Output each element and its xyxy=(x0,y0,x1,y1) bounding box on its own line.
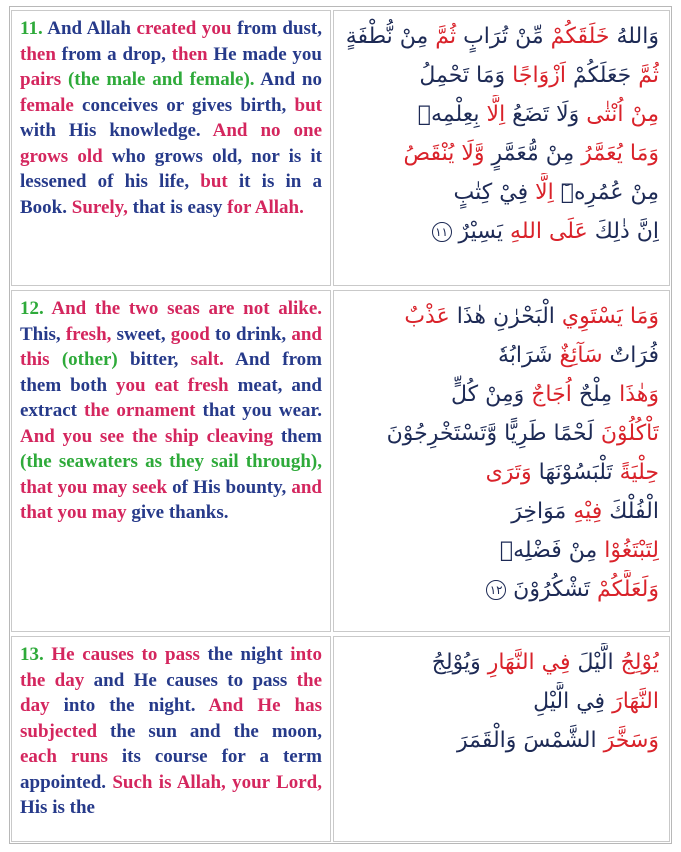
arabic-word: وَّتَسْتَخْرِجُوْنَ xyxy=(386,421,498,446)
arabic-word: لَحْمًا طَرِيًّا xyxy=(497,421,594,446)
arabic-word: خَلَقَكُمْ xyxy=(543,24,610,49)
arabic-word: عَذْبٌ xyxy=(404,304,450,329)
translation-segment: (the male and female). xyxy=(67,69,261,90)
translation-segment: (the seawaters as they sail through), xyxy=(20,451,322,472)
translation-segment: good xyxy=(170,323,216,345)
translation-segment: And you see the ship cleaving xyxy=(20,425,281,447)
arabic-word: مَوَاخِرَ xyxy=(511,499,567,524)
translation-segment: of His bounty, xyxy=(172,476,292,498)
ayah-end-marker: ١١ xyxy=(432,222,452,242)
verse-number: 11. xyxy=(20,18,48,39)
arabic-word: وَلَعَلَّكُمْ xyxy=(589,577,659,602)
arabic-word: اِلَّا xyxy=(479,102,506,127)
arabic-word: لِتَبْتَغُوْا xyxy=(597,538,659,563)
arabic-word: مِنْ عُمُرِهٖٓ xyxy=(553,180,659,205)
verse-row-13 xyxy=(9,634,672,844)
arabic-line xyxy=(344,643,659,682)
arabic-word: مِّنْ تُرَابٍ xyxy=(456,24,544,49)
translation-text xyxy=(20,642,322,821)
arabic-line xyxy=(344,453,659,492)
translation-segment: each runs xyxy=(20,746,122,767)
arabic-line xyxy=(344,173,659,212)
arabic-cell xyxy=(333,636,670,842)
translation-segment: grows old xyxy=(20,145,112,167)
arabic-text xyxy=(344,297,659,609)
translation-segment: and He causes to pass xyxy=(93,669,297,691)
arabic-word: اَزْوَاجًا xyxy=(505,63,566,88)
translation-segment: to drink, xyxy=(215,323,292,345)
translation-segment: that is easy xyxy=(132,196,228,218)
translation-segment: with His knowledge. xyxy=(20,120,213,141)
arabic-word: وَيُوْلِجُ xyxy=(431,650,481,675)
arabic-word: وَمَا يُعَمَّرُ xyxy=(574,141,659,166)
translation-segment: Such is Allah, xyxy=(112,771,233,793)
arabic-line xyxy=(344,95,659,134)
arabic-word: اِنَّ ذٰلِكَ xyxy=(587,219,659,244)
translation-cell xyxy=(11,636,331,842)
arabic-line xyxy=(344,212,659,251)
translation-segment: And the two seas are not alike. xyxy=(51,298,323,319)
arabic-word: مِنْ نُّطْفَةٍ xyxy=(345,24,429,49)
arabic-word: جَعَلَكُمْ xyxy=(565,63,632,88)
arabic-line xyxy=(344,682,659,721)
translation-segment: (other) xyxy=(61,349,131,370)
translation-segment: female xyxy=(20,94,83,116)
translation-segment: conceives or gives birth, xyxy=(82,94,295,116)
translation-segment: created you xyxy=(136,18,238,39)
ayah-end-marker: ١٢ xyxy=(486,580,506,600)
arabic-line xyxy=(344,56,659,95)
arabic-cell xyxy=(333,290,670,632)
arabic-word: تَشْكُرُوْنَ xyxy=(506,577,590,602)
arabic-word: اُجَاجٌ xyxy=(524,382,572,407)
arabic-word: الَّيْلَ xyxy=(570,650,614,675)
translation-segment: give thanks. xyxy=(131,502,229,523)
translation-segment: Surely, xyxy=(71,196,133,218)
arabic-word: تَاْكُلُوْنَ xyxy=(593,421,659,446)
translation-segment: the sun and the moon, xyxy=(110,720,322,742)
arabic-cell xyxy=(333,10,670,286)
translation-segment: the ornament xyxy=(84,400,203,421)
arabic-word: تَلْبَسُوْنَهَا xyxy=(531,460,613,485)
translation-segment: His is the xyxy=(20,797,95,818)
arabic-word: يَسِيْرٌ xyxy=(451,219,504,244)
translation-segment: pairs xyxy=(20,69,68,90)
translation-segment: for Allah. xyxy=(227,196,304,218)
translation-segment: them xyxy=(280,425,322,447)
arabic-word: هٰذَا xyxy=(449,304,486,329)
arabic-word: شَرَابُهٗ xyxy=(497,343,553,368)
arabic-word: الْفُلْكَ xyxy=(602,499,659,524)
arabic-word: عَلَى اللهِ xyxy=(503,219,588,244)
translation-segment: from dust, xyxy=(237,18,322,39)
arabic-word: مِلْحٌ xyxy=(571,382,613,407)
translation-segment: This, xyxy=(20,323,66,345)
arabic-word: وَاللهُ xyxy=(609,24,659,49)
translation-text xyxy=(20,296,322,526)
arabic-word: يُوْلِجُ xyxy=(613,650,659,675)
arabic-word: وَمَا تَحْمِلُ xyxy=(419,63,506,88)
arabic-word: فِي النَّهَارِ xyxy=(480,650,571,675)
translation-segment: then xyxy=(171,43,214,65)
arabic-word: الشَّمْسَ وَالْقَمَرَ xyxy=(456,728,597,753)
arabic-word: فِيْهِ xyxy=(566,499,603,524)
arabic-word: اِلَّا xyxy=(528,180,554,205)
arabic-line xyxy=(344,17,659,56)
arabic-word: مِنْ فَضْلِهٖ xyxy=(499,538,598,563)
arabic-word: الْبَحْرٰنِ xyxy=(485,304,555,329)
translation-segment: into the day xyxy=(20,644,322,691)
translation-segment: but xyxy=(200,171,239,192)
arabic-word: وَمَا يَسْتَوِي xyxy=(554,304,659,329)
arabic-line xyxy=(344,570,659,609)
arabic-line xyxy=(344,414,659,453)
translation-segment: that you wear. xyxy=(202,400,322,421)
arabic-word: ثُمَّ xyxy=(631,63,659,88)
translation-segment: your Lord, xyxy=(232,771,322,793)
arabic-word: بِعِلْمِهٖ xyxy=(417,102,480,127)
arabic-line xyxy=(344,531,659,570)
translation-segment: bitter, xyxy=(130,349,191,370)
translation-segment: but xyxy=(294,94,322,116)
translation-segment: who grows old, nor is it lessened of his life, xyxy=(20,145,322,192)
translation-segment: And no one xyxy=(212,120,322,141)
translation-segment: And Allah xyxy=(47,18,137,39)
translation-segment: and that you may xyxy=(20,476,322,523)
translation-segment: the day xyxy=(20,669,322,716)
translation-segment: And from them both xyxy=(20,349,323,396)
arabic-text xyxy=(344,643,659,760)
translation-segment: And no xyxy=(260,69,322,90)
arabic-word: وَتَرَى xyxy=(485,460,532,485)
translation-segment: then xyxy=(20,43,62,65)
arabic-word: فِي الَّيْلِ xyxy=(533,689,606,714)
arabic-word: النَّهَارَ xyxy=(605,689,659,714)
arabic-text xyxy=(344,17,659,251)
translation-text xyxy=(20,16,322,220)
translation-cell xyxy=(11,10,331,286)
translation-segment: into the night. xyxy=(63,695,209,716)
verse-number: 12. xyxy=(20,298,52,319)
translation-segment: you eat fresh xyxy=(116,374,238,396)
arabic-word: وَلَا تَضَعُ xyxy=(505,102,580,127)
arabic-word: حِلْيَةً xyxy=(612,460,659,485)
translation-segment: and this xyxy=(20,323,322,370)
arabic-word: ثُمَّ xyxy=(428,24,457,49)
arabic-word: مِنْ مُّعَمَّرٍ xyxy=(484,141,575,166)
translation-segment: He causes to pass xyxy=(51,644,208,665)
translation-segment: it is in a Book. xyxy=(20,171,323,218)
arabic-word: فُرَاتٌ xyxy=(602,343,659,368)
arabic-word: سَآئِغٌ xyxy=(552,343,603,368)
translation-segment: He made you xyxy=(213,43,322,65)
translation-segment: And He has subjected xyxy=(20,695,322,742)
verse-row-12 xyxy=(9,288,672,634)
arabic-line xyxy=(344,492,659,531)
translation-segment: its course for a term appointed. xyxy=(20,746,322,793)
verse-number: 13. xyxy=(20,644,52,665)
translation-segment: from a drop, xyxy=(61,43,172,65)
translation-segment: the night xyxy=(207,644,291,665)
verse-row-11 xyxy=(9,8,672,288)
arabic-line xyxy=(344,134,659,173)
arabic-word: وَهٰذَا xyxy=(612,382,659,407)
arabic-word: وَّلَا يُنْقَصُ xyxy=(403,141,485,166)
translation-segment: meat, and extract xyxy=(20,374,322,421)
arabic-word: مِنْ اُنْثٰى xyxy=(579,102,659,127)
arabic-line xyxy=(344,375,659,414)
arabic-line xyxy=(344,297,659,336)
arabic-word: وَسَخَّرَ xyxy=(596,728,659,753)
translation-segment: that you may seek xyxy=(20,476,173,498)
arabic-line xyxy=(344,721,659,760)
arabic-word: فِيْ كِتٰبٍ xyxy=(453,180,529,205)
translation-segment: salt. xyxy=(190,349,236,370)
arabic-word: وَمِنْ كُلٍّ xyxy=(450,382,525,407)
arabic-line xyxy=(344,336,659,375)
translation-segment: fresh, xyxy=(65,323,117,345)
translation-cell xyxy=(11,290,331,632)
translation-segment: sweet, xyxy=(116,323,171,345)
